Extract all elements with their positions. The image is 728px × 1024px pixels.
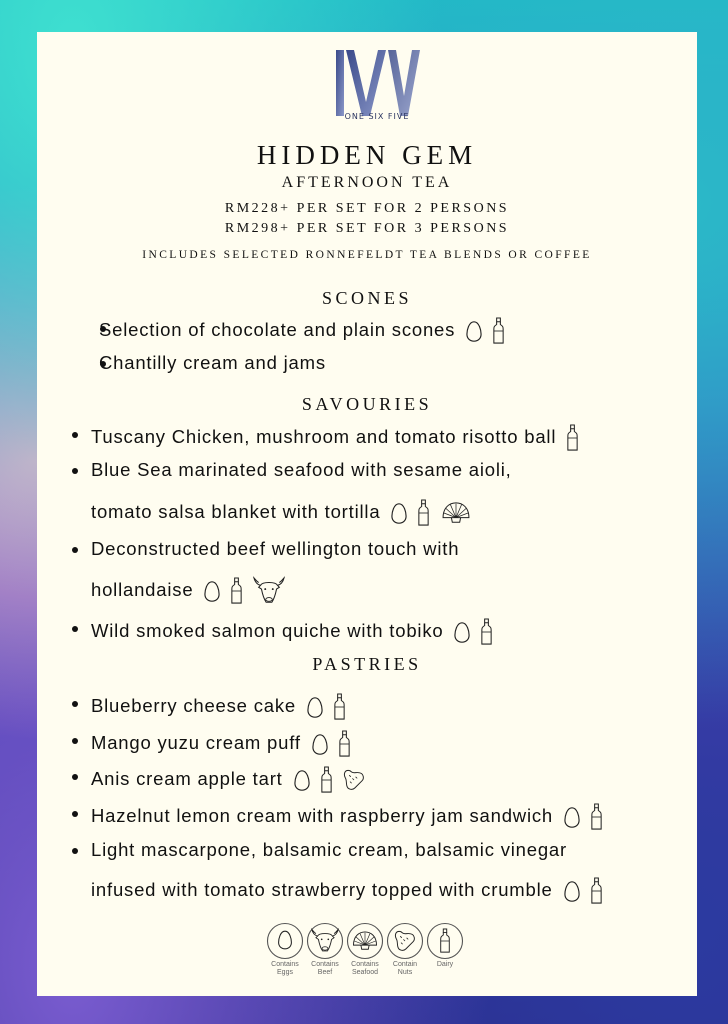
dairy-icon xyxy=(492,316,505,346)
beef-icon xyxy=(253,576,285,606)
dairy-icon xyxy=(590,802,603,832)
menu-item-row-cont xyxy=(91,876,603,906)
legend-item xyxy=(423,922,467,969)
nuts-icon xyxy=(342,768,366,792)
egg-icon xyxy=(311,733,329,756)
dairy-icon xyxy=(426,922,464,960)
legend-item xyxy=(343,922,387,977)
bullet xyxy=(72,701,78,707)
dairy-icon xyxy=(566,423,579,453)
egg-icon xyxy=(203,580,221,603)
egg-icon xyxy=(306,696,324,719)
menu-item-row-cont xyxy=(91,498,472,528)
menu-item-text: Mango yuzu cream puff xyxy=(91,731,301,753)
legend-item xyxy=(383,922,427,977)
allergen-legend xyxy=(263,922,473,992)
logo-text: ONE SIX FIVE xyxy=(344,112,410,121)
menu-item-text-line2: hollandaise xyxy=(91,578,194,600)
menu-item-text: Wild smoked salmon quiche with tobiko xyxy=(91,619,444,641)
menu-item-text: Hazelnut lemon cream with raspberry jam sandwich xyxy=(91,804,554,826)
legend-label: Contains Beef xyxy=(311,961,339,976)
menu-item-row xyxy=(91,617,493,647)
bullet xyxy=(72,468,78,474)
menu-item-text: Chantilly cream and jams xyxy=(99,352,326,373)
menu-item-text-line1: Blue Sea marinated seafood with sesame aioli, xyxy=(91,459,512,480)
menu-item-row xyxy=(99,352,326,374)
legend-item xyxy=(263,922,307,977)
menu-card xyxy=(37,32,697,996)
bullet xyxy=(72,811,78,817)
menu-subtitle: AFTERNOON TEA xyxy=(281,174,453,191)
menu-item-text: Tuscany Chicken, mushroom and tomato risotto ball xyxy=(91,425,557,447)
menu-item-text: Blueberry cheese cake xyxy=(91,694,296,716)
legend-label: Dairy xyxy=(436,961,454,968)
legend-label: Contains Seafood xyxy=(351,961,379,976)
egg-icon xyxy=(465,320,483,343)
dairy-icon xyxy=(230,576,243,606)
bullet xyxy=(72,774,78,780)
includes-note: INCLUDES SELECTED RONNEFELDT TEA BLENDS OR COFFEE xyxy=(142,249,592,261)
menu-item-row xyxy=(91,802,603,832)
bullet xyxy=(72,738,78,744)
legend-label: Contains Eggs xyxy=(271,961,299,976)
menu-item-text-line1: Light mascarpone, balsamic cream, balsamic vinegar xyxy=(91,839,567,860)
dairy-icon xyxy=(590,876,603,906)
menu-item-row xyxy=(91,765,366,795)
nuts-icon xyxy=(386,922,424,960)
seafood-icon xyxy=(346,922,384,960)
egg-icon xyxy=(266,922,304,960)
bullet xyxy=(72,626,78,632)
dairy-icon xyxy=(417,498,430,528)
section-title-savouries: SAVOURIES xyxy=(301,394,433,414)
egg-icon xyxy=(563,880,581,903)
section-title-pastries: PASTRIES xyxy=(312,654,422,674)
dairy-icon xyxy=(320,765,333,795)
menu-item-row xyxy=(91,423,579,453)
menu-item-row xyxy=(91,459,512,481)
menu-item-row xyxy=(91,839,567,861)
bullet xyxy=(72,432,78,438)
egg-icon xyxy=(293,769,311,792)
menu-item-text-line1: Deconstructed beef wellington touch with xyxy=(91,538,460,559)
menu-item-row-cont xyxy=(91,576,285,606)
menu-item-text: Selection of chocolate and plain scones xyxy=(99,318,456,340)
beef-icon xyxy=(306,922,344,960)
menu-title: HIDDEN GEM xyxy=(256,140,478,170)
seafood-icon xyxy=(440,501,472,525)
menu-item-row xyxy=(91,538,459,560)
bullet xyxy=(72,547,78,553)
menu-item-text: Anis cream apple tart xyxy=(91,767,283,789)
dairy-icon xyxy=(338,729,351,759)
egg-icon xyxy=(453,621,471,644)
price-two-persons: RM228+ PER SET FOR 2 PERSONS xyxy=(224,201,510,216)
menu-item-row xyxy=(91,692,346,722)
menu-item-text-line2: infused with tomato strawberry topped with crumble xyxy=(91,878,553,900)
egg-icon xyxy=(563,806,581,829)
dairy-icon xyxy=(333,692,346,722)
legend-item xyxy=(303,922,347,977)
menu-item-row xyxy=(91,729,351,759)
menu-item-text-line2: tomato salsa blanket with tortilla xyxy=(91,500,381,522)
price-three-persons: RM298+ PER SET FOR 3 PERSONS xyxy=(224,221,510,236)
bullet xyxy=(72,848,78,854)
menu-item-row xyxy=(99,316,505,346)
egg-icon xyxy=(390,502,408,525)
dairy-icon xyxy=(480,617,493,647)
section-title-scones: SCONES xyxy=(321,288,413,308)
legend-label: Contain Nuts xyxy=(392,961,418,976)
